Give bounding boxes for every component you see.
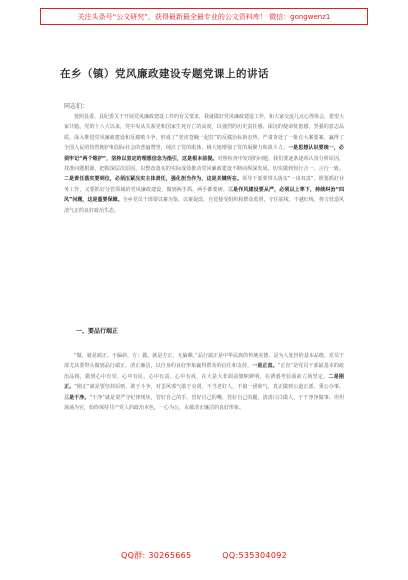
paragraph-text: “干净”就是要严守纪律规矩，管好自己的手、管好自己的嘴、管好自己的腿，清清白白做人、干干净净做事、坦坦荡荡为官，始终保持共产党人的政治本色，一心为公，永葆清正廉洁的良好形象。: [64, 394, 344, 412]
paragraph-text: “正直”是党员干部最基本的政治品格，做到心中有党、心中有民、心中有责、心中有戒，在大是大非面前旗帜鲜明，在诱惑考验面前立场坚定。: [64, 363, 344, 380]
body-paragraph-2: [64, 351, 344, 537]
qq-label: QQ:535304092: [222, 551, 287, 560]
paragraph-text: 按照县委、县纪委关于开展党风廉政建设工作的有关要求，我就做好党风廉政建设工作，和大家交流几点心得体会，希望大家共勉。党的十八大以来，党中央从关系党和国家生死存亡的高度，以强烈的历史责任感、深沉的使命忧患感、坚强的意志品质，深入推进党风廉政建设和反腐败斗争，形成了“老虎苍蝇一起打”的反腐治标新态势。严肃查处了一批有大案要案，赢得了全国人民的热烈拥护和国际社会的普遍赞誉，纯洁了党的肌体，极大地增强了党的凝聚力和战斗力。: [64, 114, 344, 152]
bold-point: 一是正直。: [252, 363, 278, 370]
paragraph-text: 全乡党员干部要以案为鉴、以案促改，自觉接受组织和群众监督，守住底线、不越红线，努力营造风清气正的良好政治生态。: [64, 197, 344, 214]
bold-point: 二是责任落实要到位，必须压紧压实主体责任，强化担当作为，这是关键所在。: [64, 176, 243, 183]
paragraph-text: “刚正”就是要坚持原则、敢于斗争，对歪风邪气敢于亮剑，不当老好人，不搞一团和气，真正做到公道正派、秉公办事。: [74, 384, 344, 391]
paragraph-text: 对照检查中发现的问题，我们要逐条逐项认真分析原因，找准问题根源，把握深层次原因，以整改落实的实际成效推动党风廉政建设不断向纵深发展，切实做到知行合一、言行一致。: [64, 155, 344, 173]
bold-point: 二是刚正。: [64, 373, 344, 391]
paragraph-text: “做，就是端正、不偏斜，方；做，就是方正，无偏颇。”品行端正是中华民族的传统美德，是为人处世的基本品格。党员干部尤其要带头做到品行端正、清正廉洁，以自身的良好形象赢得群众的信任和支持。: [64, 353, 344, 370]
qq-group-label: QQ群: 30265665: [121, 551, 192, 560]
bold-point: 三是作风建设要从严，必须以上率下，持续纠治“四风”问题，这是重要保障。: [64, 186, 344, 204]
bold-point: 一是思想认识要统一，必须牢记“两个维护”，坚持以坚定的理想信念为指引，这是根本前提。: [64, 145, 344, 162]
bold-point: 三是干净。: [64, 394, 90, 401]
contact-footer: [0, 550, 408, 561]
body-paragraph-1: [64, 112, 344, 319]
document-title: 在乡（镇）党风廉政建设专题党课上的讲话: [60, 68, 269, 80]
section-heading: 一、要品行端正: [76, 328, 119, 335]
promo-banner: 关注头条号“公文研究”，获得最新最全最专业的公文资料库！ 微信：gongwenz1: [40, 8, 368, 25]
salutation: 同志们：: [64, 103, 89, 110]
paragraph-text: 领导干部要带头落实“一岗双责”，既要抓好业务工作，又要抓好分管领域的党风廉政建设，做到两手抓、两手都要硬。: [64, 176, 344, 193]
